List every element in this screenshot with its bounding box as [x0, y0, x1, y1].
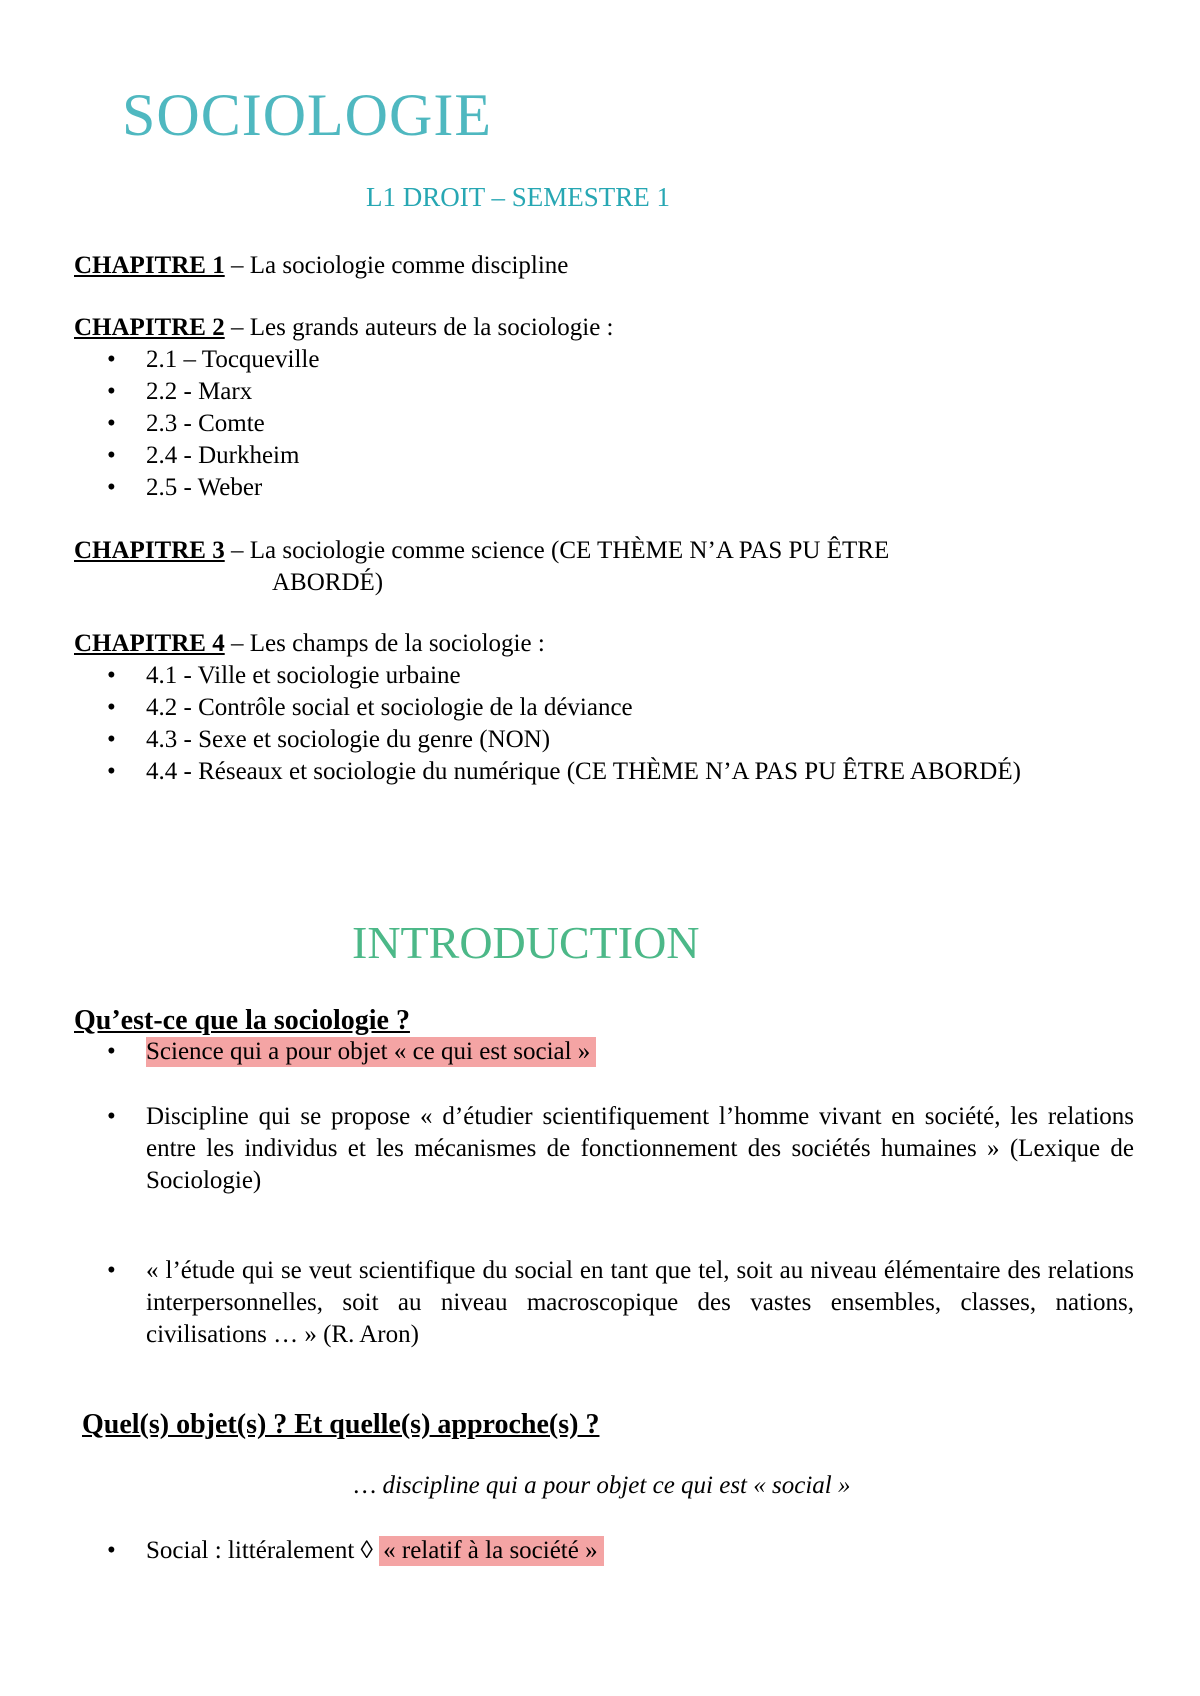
chapter-2 [74, 312, 1134, 504]
list-item: • 4.1 - Ville et sociologie urbaine [74, 660, 1034, 692]
chapter-1-text: – La sociologie comme discipline [224, 252, 569, 279]
document-title: SOCIOLOGIE [122, 82, 492, 148]
list-item [74, 1535, 1134, 1567]
list-item: • 2.4 - Durkheim [74, 440, 1134, 472]
list-item: • 4.3 - Sexe et sociologie du genre (NON) [74, 724, 1034, 756]
chapter-2-list [74, 344, 1134, 504]
list-item: • 4.4 - Réseaux et sociologie du numérique (CE THÈME N’A PAS PU ÊTRE ABORDÉ) [74, 756, 1034, 788]
chapter-1-label: CHAPITRE 1 [74, 252, 225, 279]
list-item: • Discipline qui se propose « d’étudier scientifiquement l’homme vivant en société, les relations entre les individus et les mécanismes de fonctionnement des sociétés humaines » (Lexique de Sociologie) [74, 1101, 1134, 1197]
definition-list-3 [74, 1255, 1134, 1351]
chapter-3-text: – La sociologie comme science (CE THÈME N’A PAS PU ÊTRE [224, 537, 890, 564]
list-item: • 4.2 - Contrôle social et sociologie de la déviance [74, 692, 1034, 724]
social-prefix: Social : littéralement ◊ [146, 1537, 380, 1564]
chapter-4-list [74, 660, 1034, 788]
highlighted-social: « relatif à la société » [379, 1536, 603, 1566]
chapter-1 [74, 250, 1134, 282]
list-item: • 2.2 - Marx [74, 376, 1134, 408]
introduction-heading: INTRODUCTION [352, 917, 700, 968]
question-heading: Qu’est-ce que la sociologie ? [74, 1005, 410, 1036]
chapter-2-text: – Les grands auteurs de la sociologie : [224, 314, 614, 341]
chapter-3-text-continued: ABORDÉ) [272, 569, 384, 596]
list-item: • « l’étude qui se veut scientifique du social en tant que tel, soit au niveau élémentaire des relations interpersonnelles, soit au niveau macroscopique des vastes ensembles, classes, nations, civilisations … » (R. Aron) [74, 1255, 1134, 1351]
list-item: • 2.5 - Weber [74, 472, 1134, 504]
list-item [74, 1036, 1134, 1068]
chapter-3 [74, 535, 1134, 599]
italic-definition: … discipline qui a pour objet ce qui est « social » [354, 1472, 851, 1499]
document-subtitle: L1 DROIT – SEMESTRE 1 [366, 182, 671, 212]
chapter-4-label: CHAPITRE 4 [74, 630, 225, 657]
chapter-3-label: CHAPITRE 3 [74, 537, 225, 564]
chapter-4-text: – Les champs de la sociologie : [224, 630, 545, 657]
social-list [74, 1535, 1134, 1567]
list-item: • 2.3 - Comte [74, 408, 1134, 440]
highlighted-definition: Science qui a pour objet « ce qui est social » [146, 1037, 596, 1067]
chapter-4 [74, 628, 1134, 788]
list-item: • 2.1 – Tocqueville [74, 344, 1134, 376]
chapter-2-label: CHAPITRE 2 [74, 314, 225, 341]
definition-list-2 [74, 1101, 1134, 1197]
section-2-heading: Quel(s) objet(s) ? Et quelle(s) approche(s) ? [82, 1409, 600, 1440]
definition-list-1 [74, 1036, 1134, 1068]
